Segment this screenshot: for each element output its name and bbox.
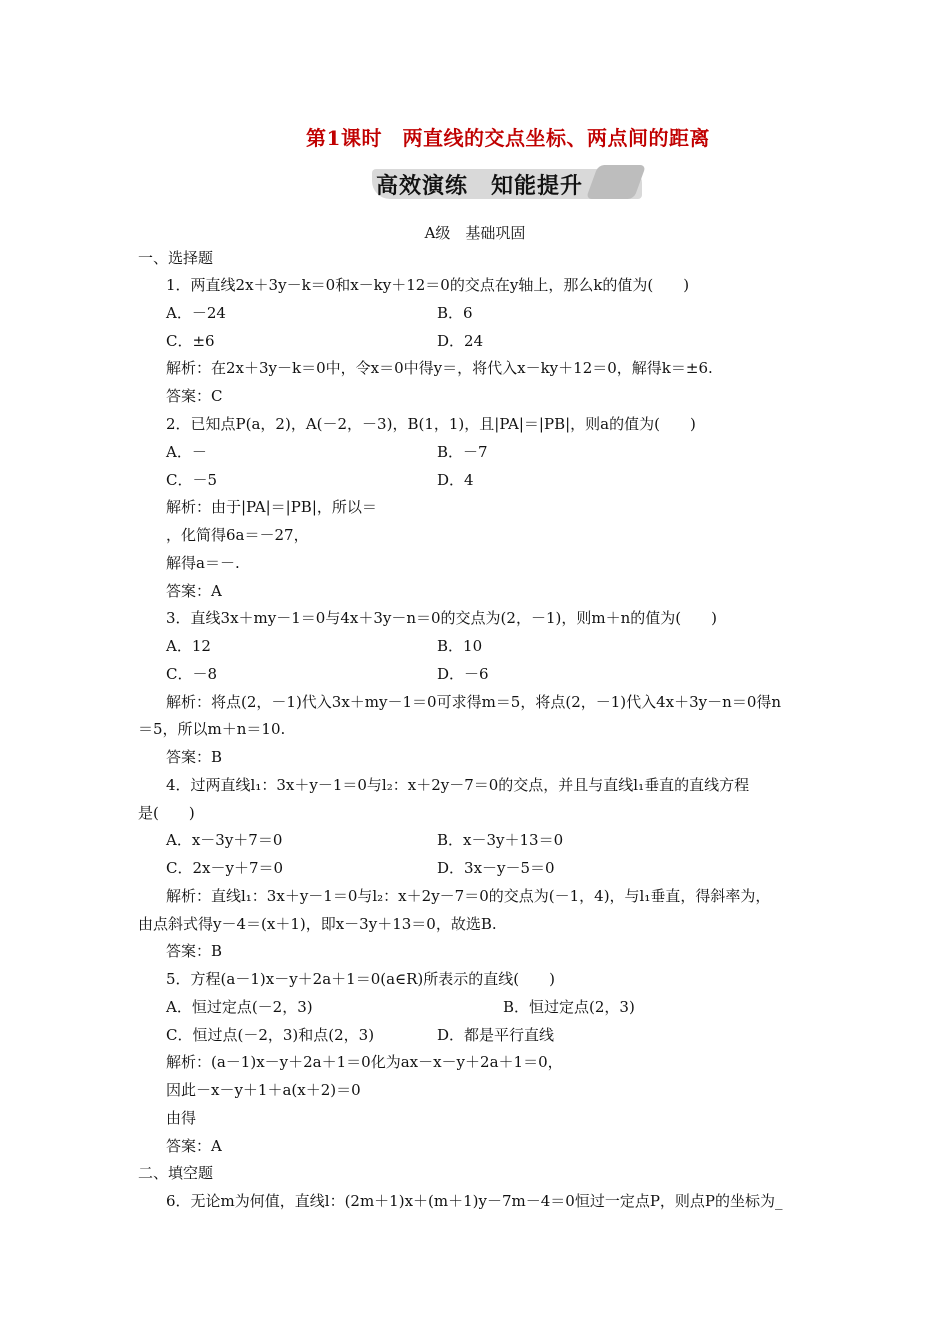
question-stem: 3．直线3x＋my－1＝0与4x＋3y－n＝0的交点为(2，－1)，则m＋n的值为( ) [166,609,717,627]
answer: 答案：A [166,1137,222,1155]
option-d: D．都是平行直线 [437,1026,555,1044]
level-heading: A级 基础巩固 [424,224,526,242]
analysis: 解析：由于|PA|＝|PB|，所以＝ [166,498,377,516]
question-stem: 2．已知点P(a，2)，A(－2，－3)，B(1，1)，且|PA|＝|PB|，则a的值为( ) [166,415,696,433]
analysis: 解析：直线l₁：3x＋y－1＝0与l₂：x＋2y－7＝0的交点为(－1，4)，与l₁垂直，得斜率为， [166,887,771,905]
option-c: C．－5 [166,471,218,489]
answer: 答案：B [166,748,223,766]
analysis: 解析：将点(2，－1)代入3x＋my－1＝0可求得m＝5，将点(2，－1)代入4x＋3y－n＝0得n [166,693,782,711]
analysis: 因此－x－y＋1＋a(x＋2)＝0 [166,1081,361,1099]
analysis: 解析：(a－1)x－y＋2a＋1＝0化为ax－x－y＋2a＋1＝0， [166,1053,563,1071]
analysis: ＝5，所以m＋n＝10. [138,720,286,738]
option-d: D．4 [437,471,474,489]
analysis: 解得a＝－. [166,554,240,572]
answer: 答案：C [166,387,223,405]
option-c: C．2x－y＋7＝0 [166,859,284,877]
section-heading: 一、选择题 [138,249,214,267]
option-d: D．24 [437,332,484,350]
option-a: A．－24 [166,304,226,322]
question-stem: 1．两直线2x＋3y－k＝0和x－ky＋12＝0的交点在y轴上，那么k的值为( ) [166,276,690,294]
option-c: C．±6 [166,332,215,350]
option-b: B．－7 [437,443,488,461]
section-heading: 二、填空题 [138,1164,214,1182]
option-a: A．12 [166,637,211,655]
banner-text: 高效演练 知能提升 [376,174,584,199]
option-c: C．－8 [166,665,218,683]
page-title: 第1课时 两直线的交点坐标、两点间的距离 [306,126,710,150]
question-stem: 5．方程(a－1)x－y＋2a＋1＝0(a∈R)所表示的直线( ) [166,970,555,988]
option-b: B．6 [437,304,473,322]
analysis: 由点斜式得y－4＝(x＋1)，即x－3y＋13＝0，故选B. [138,915,497,933]
analysis: 解析：在2x＋3y－k＝0中，令x＝0中得y＝，将代入x－ky＋12＝0，解得k＝±6. [166,359,713,377]
option-d: D．－6 [437,665,489,683]
analysis: ，化简得6a＝－27， [166,526,309,544]
analysis: 由得 [166,1109,197,1127]
answer: 答案：A [166,582,222,600]
option-d: D．3x－y－5＝0 [437,859,555,877]
option-b: B．10 [437,637,483,655]
question-stem: 是( ) [138,804,195,822]
option-b: B．恒过定点(2，3) [503,998,635,1016]
option-a: A．恒过定点(－2，3) [166,998,313,1016]
option-b: B．x－3y＋13＝0 [437,831,564,849]
option-a: A．－ [166,443,207,461]
option-c: C．恒过点(－2，3)和点(2，3) [166,1026,375,1044]
question-stem: 4．过两直线l₁：3x＋y－1＝0与l₂：x＋2y－7＝0的交点，并且与直线l₁垂直的直线方程 [166,776,750,794]
section-banner [372,163,642,203]
answer: 答案：B [166,942,223,960]
option-a: A．x－3y＋7＝0 [166,831,283,849]
question-stem: 6．无论m为何值，直线l：(2m＋1)x＋(m＋1)y－7m－4＝0恒过一定点P，则点P的坐标为_ [166,1192,783,1210]
